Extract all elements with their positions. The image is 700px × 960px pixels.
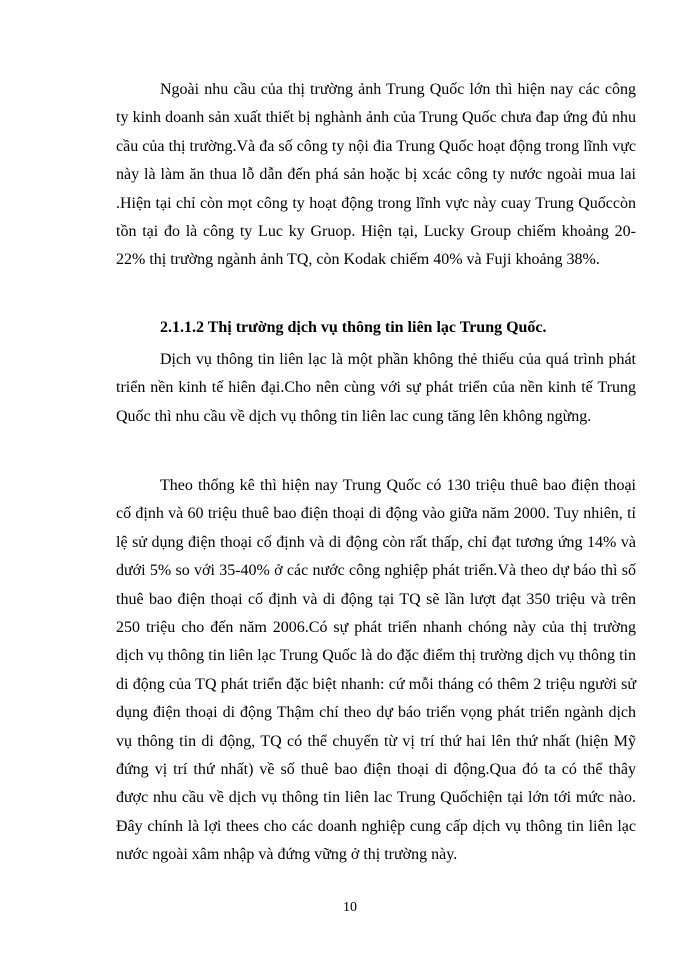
paragraph-text: Theo thống kê thì hiện nay Trung Quốc có 130 triệu thuê bao điện thoại cố định và 60 triệu thuê bao điện thoại di động vào giữa năm 2000. Tuy nhiên, tỉ lệ sử dụng điện thoại cố định và di động còn rất thấp, chỉ đạt tương ứng 14% và dưới 5% so với 35-40% ở các nước công nghiệp phát triển.Và theo dự báo thì số thuê bao điện thoại cố định và di động tại TQ sẽ lần lượt đạt 350 triệu và trên 250 triệu cho đến năm 2006.Có sự phát triển nhanh chóng này của thị trường dịch vụ thông tin liên lạc Trung Quốc là do đặc điểm thị trường dịch vụ thông tin di động của TQ phát triển đặc biệt nhanh: cứ mỗi tháng có thêm 2 triệu người sử dụng điện thoại di động Thậm chí theo dự báo triển vọng phát triển ngành dịch vụ thông tin di động, TQ có thể chuyển từ vị trí thứ hai lên thứ nhất (hiện Mỹ đứng vị trí thứ nhất) về số thuê bao điện thoại di động.Qua đó ta có thể thây được nhu cầu về dịch vụ thông tin liên lac Trung Quốchiện tại lớn tới mức nào. Đây chính là lợi thees cho các doanh nghiệp cung cấp dịch vụ thông tin liên lạc nước ngoài xâm nhập và đứng vững ở thị trường này. [116,477,636,864]
paragraph-text: Dịch vụ thông tin liên lạc là một phần không thẻ thiếu của quá trình phát triển nền kinh tế hiên đại.Cho nên cùng với sự phát triển của nền kinh tế Trung Quốc thì nhu cầu về dịch vụ thông tin liên lac cung tăng lên không ngừng. [116,351,636,425]
page-number: 10 [343,900,357,915]
paragraph-telecom-statistics [116,472,636,870]
paragraph-telecom-intro [116,346,636,431]
section-heading: 2.1.1.2 Thị trường dịch vụ thông tin liên lạc Trung Quốc. [160,319,547,336]
paragraph-market-photo [116,76,636,275]
paragraph-text: Ngoài nhu cầu của thị trường ảnh Trung Quốc lớn thì hiện nay các công ty kinh doanh sản xuất thiết bị nghành ảnh của Trung Quốc chưa đap ứng đủ nhu cầu của thị trường.Và đa số công ty nội đia Trung Quốc hoạt động trong lĩnh vực này là làm ăn thua lỗ dẫn đến phá sản hoặc bị xcác công ty nước ngoài mua lai .Hiện tại chỉ còn mọt công ty hoạt động trong lĩnh vực này cuay Trung Quốccòn tồn tại đo là công ty Luc ky Gruop. Hiện tại, Lucky Group chiếm khoảng 20-22% thị trường ngành ảnh TQ, còn Kodak chiếm 40% và Fuji khoảng 38%. [116,81,636,269]
